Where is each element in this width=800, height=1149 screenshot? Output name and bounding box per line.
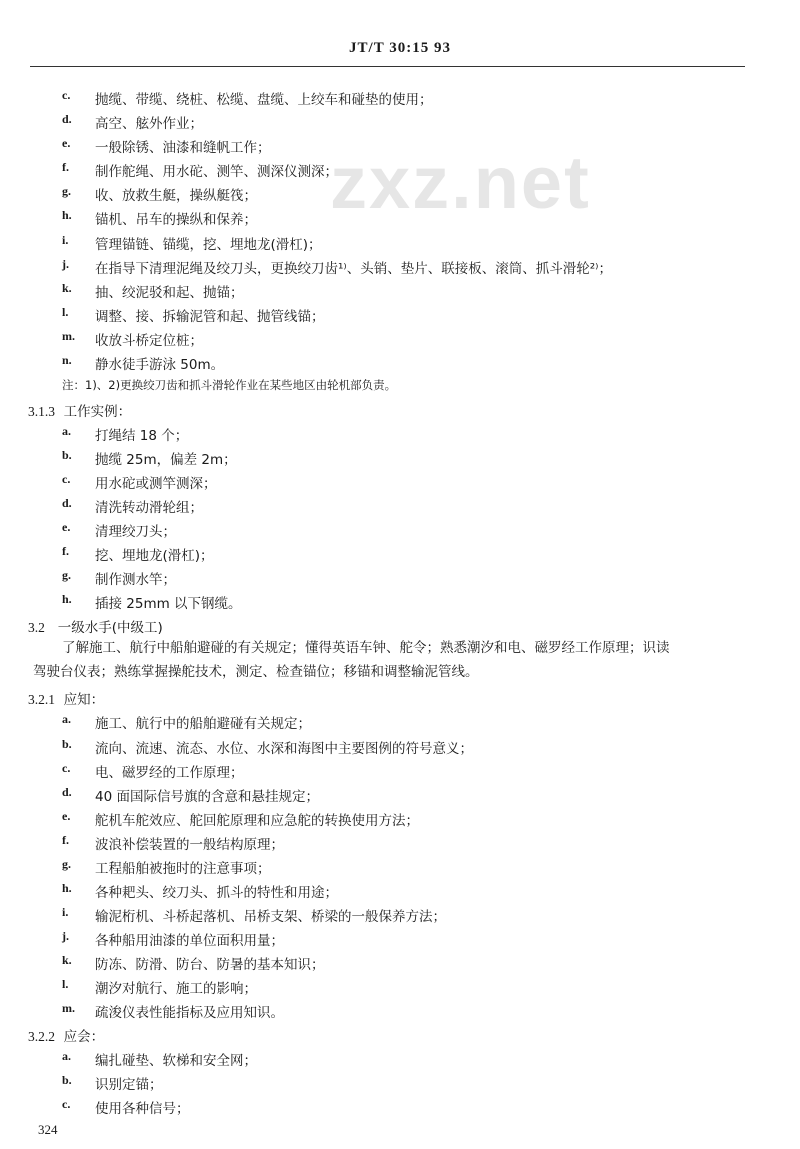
list-item [0,520,800,538]
item-text: 舵机车舵效应、舵回舵原理和应急舵的转换使用方法； [95,813,419,829]
list-item [0,977,800,995]
item-text: 制作舵绳、用水砣、测竿、测深仪测深； [95,164,338,180]
item-label: d. [62,496,72,510]
list-item [0,1049,800,1067]
list-item [0,857,800,875]
item-text: 工程船舶被拖时的注意事项； [95,861,271,877]
item-text: 波浪补偿装置的一般结构原理； [95,837,284,853]
item-text: 收放斗桥定位桩； [95,333,203,349]
item-label: h. [62,592,72,606]
item-text: 输泥桁机、斗桥起落机、吊桥支架、桥梁的一般保养方法； [95,909,446,925]
watermark: zxz.net [330,141,591,224]
item-text: 插接 25mm 以下钢缆。 [95,596,242,612]
item-label: g. [62,568,71,582]
item-text: 挖、埋地龙(滑杠)； [95,548,214,564]
section-heading [28,688,104,708]
item-label: a. [62,1049,71,1063]
section-number: 3.1.3 [28,404,55,419]
item-text: 高空、舷外作业； [95,116,203,132]
page-number: 324 [38,1122,58,1137]
list-item [0,496,800,514]
item-label: d. [62,112,72,126]
section-heading [28,1025,104,1045]
section-title: 应会： [63,1029,105,1045]
section-title: 应知： [63,692,105,708]
item-label: d. [62,785,72,799]
item-label: h. [62,208,72,222]
item-text: 防冻、防滑、防台、防暑的基本知识； [95,957,325,973]
item-text: 一般除锈、油漆和缝帆工作； [95,140,271,156]
item-label: k. [62,953,72,967]
list-item [0,136,800,154]
list-item [0,281,800,299]
item-text: 潮汐对航行、施工的影响； [95,981,257,997]
list-item [0,737,800,755]
item-label: f. [62,160,69,174]
item-text: 用水砣或测竿测深； [95,476,217,492]
section-heading [28,400,131,420]
section-number: 3.2.2 [28,1029,55,1044]
item-text: 打绳结 18 个； [95,428,189,444]
item-text: 各种船用油漆的单位面积用量； [95,933,284,949]
item-text: 收、放救生艇，操纵艇筏； [95,188,257,204]
item-label: a. [62,712,71,726]
item-text: 40 面国际信号旗的含意和悬挂规定； [95,789,319,805]
item-label: f. [62,833,69,847]
footnote: 注：1)、2)更换绞刀齿和抓斗滑轮作业在某些地区由轮机部负责。 [62,378,397,392]
list-item [0,881,800,899]
list-item [0,208,800,226]
standard-code: JT/T 30:15 93 [349,40,451,56]
section-title: 工作实例： [63,404,132,420]
item-text: 在指导下清理泥绳及绞刀头，更换绞刀齿¹⁾、头销、垫片、联接板、滚筒、抓斗滑轮²⁾； [95,261,612,277]
item-text: 管理锚链、锚缆，挖、埋地龙(滑杠)； [95,237,322,253]
paragraph-line: 了解施工、航行中船舶避碰的有关规定；懂得英语车钟、舵令；熟悉潮汐和电、磁罗经工作原理；识读 [62,640,670,656]
item-label: e. [62,136,71,150]
item-label: j. [62,929,69,943]
list-item [0,112,800,130]
item-label: k. [62,281,72,295]
list-item [0,592,800,610]
list-item [0,953,800,971]
list-item [0,448,800,466]
section-heading [28,616,163,636]
list-item [0,929,800,947]
item-label: m. [62,1001,75,1015]
item-label: i. [62,233,69,247]
list-item [0,809,800,827]
item-text: 疏浚仪表性能指标及应用知识。 [95,1005,284,1021]
list-item [0,833,800,851]
list-item [0,472,800,490]
item-text: 抛缆 25m，偏差 2m； [95,452,237,468]
item-text: 施工、航行中的船舶避碰有关规定； [95,716,311,732]
item-label: m. [62,329,75,343]
paragraph-line: 驾驶台仪表；熟练掌握操舵技术，测定、检查锚位；移锚和调整输泥管线。 [33,664,479,680]
item-label: h. [62,881,72,895]
section-title: 一级水手(中级工) [57,620,163,636]
list-item [0,1097,800,1115]
list-item [0,905,800,923]
item-label: b. [62,1073,72,1087]
item-label: f. [62,544,69,558]
header-rule [30,66,745,67]
item-label: i. [62,905,69,919]
item-text: 电、磁罗经的工作原理； [95,765,244,781]
item-label: c. [62,1097,71,1111]
item-text: 编扎碰垫、软梯和安全网； [95,1053,257,1069]
item-label: g. [62,184,71,198]
list-item [0,1073,800,1091]
item-label: l. [62,305,69,319]
item-label: c. [62,472,71,486]
item-text: 各种耙头、绞刀头、抓斗的特性和用途； [95,885,338,901]
item-label: e. [62,520,71,534]
item-label: l. [62,977,69,991]
list-item [0,761,800,779]
list-item [0,785,800,803]
item-text: 静水徒手游泳 50m。 [95,357,225,373]
item-text: 清理绞刀头； [95,524,176,540]
list-item [0,712,800,730]
list-item [0,233,800,251]
item-label: b. [62,737,72,751]
list-item [0,160,800,178]
list-item [0,544,800,562]
list-item [0,1001,800,1019]
item-label: e. [62,809,71,823]
list-item [0,184,800,202]
list-item [0,424,800,442]
item-label: a. [62,424,71,438]
list-item [0,568,800,586]
item-label: b. [62,448,72,462]
item-label: g. [62,857,71,871]
item-text: 使用各种信号； [95,1101,190,1117]
section-number: 3.2.1 [28,692,55,707]
list-item [0,88,800,106]
item-text: 清洗转动滑轮组； [95,500,203,516]
item-label: c. [62,88,71,102]
list-item [0,257,800,275]
list-item [0,305,800,323]
item-text: 抽、绞泥驳和起、抛锚； [95,285,244,301]
item-text: 调整、接、拆输泥管和起、抛管线锚； [95,309,325,325]
item-text: 锚机、吊车的操纵和保养； [95,212,257,228]
item-text: 抛缆、带缆、绕桩、松缆、盘缆、上绞车和碰垫的使用； [95,92,433,108]
item-label: c. [62,761,71,775]
section-number: 3.2 [28,620,45,635]
list-item [0,353,800,371]
item-text: 制作测水竿； [95,572,176,588]
item-label: n. [62,353,72,367]
item-label: j. [62,257,69,271]
list-item [0,329,800,347]
item-text: 识别定锚； [95,1077,163,1093]
item-text: 流向、流速、流态、水位、水深和海图中主要图例的符号意义； [95,741,473,757]
